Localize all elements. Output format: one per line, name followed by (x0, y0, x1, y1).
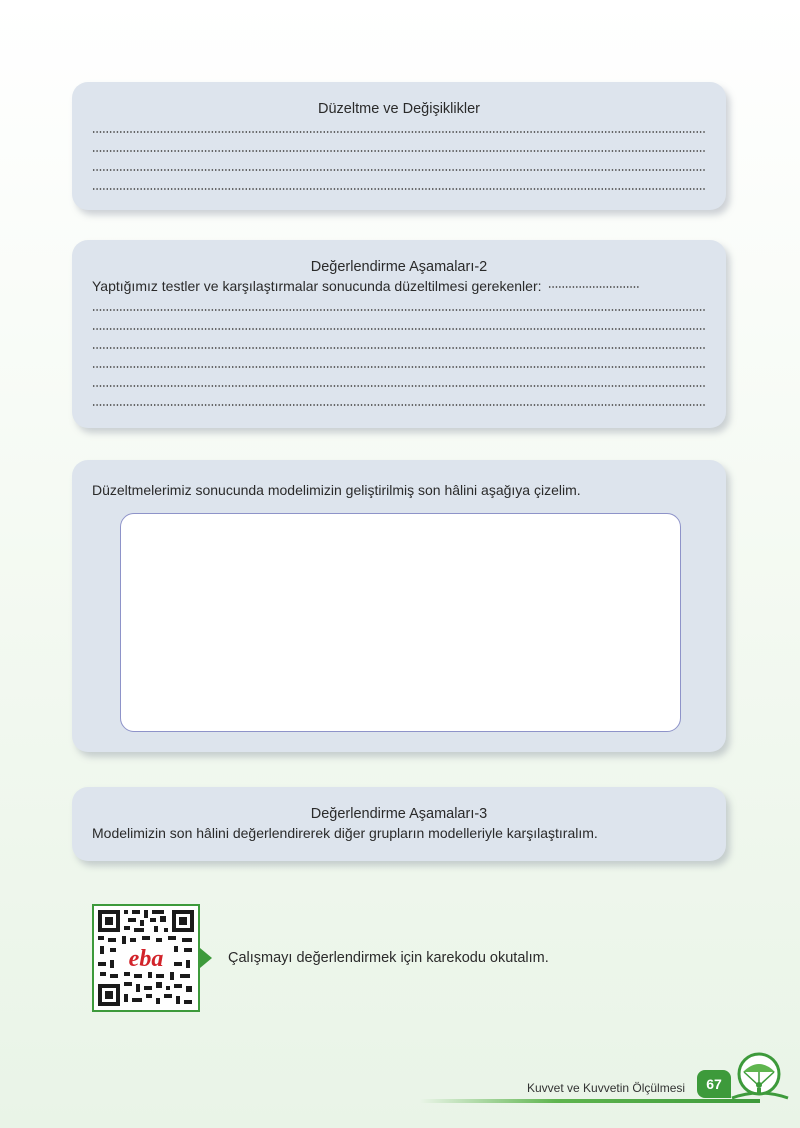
answer-line[interactable] (92, 391, 706, 410)
answer-line[interactable] (92, 334, 706, 353)
pointer-arrow-icon (200, 948, 212, 968)
evaluation-stage-3-title: Değerlendirme Aşamaları-3 (310, 806, 488, 822)
evaluation-stage-3-panel (72, 787, 726, 861)
evaluation-stage-3-text: Modelimizin son hâlini değerlendirerek diğer grupların modelleriyle karşılaştıralım. (92, 825, 598, 841)
answer-line-inline[interactable] (548, 286, 640, 288)
evaluation-stage-2-panel (72, 240, 726, 428)
qr-code-pattern (94, 906, 198, 1010)
footer-line (420, 1099, 760, 1103)
answer-line[interactable] (92, 315, 706, 334)
answer-line[interactable] (92, 372, 706, 391)
corrections-title: Düzeltme ve Değişiklikler (318, 101, 480, 117)
answer-line[interactable] (92, 353, 706, 372)
drawing-area[interactable] (120, 513, 681, 732)
final-model-panel (72, 460, 726, 752)
eba-logo-text: eba (128, 946, 164, 972)
answer-line[interactable] (92, 296, 706, 315)
qr-code-icon[interactable] (92, 904, 200, 1012)
answer-line[interactable] (92, 118, 706, 137)
footer-chapter-title: Kuvvet ve Kuvvetin Ölçülmesi (527, 1081, 686, 1095)
answer-line[interactable] (92, 156, 706, 175)
final-model-instruction: Düzeltmelerimiz sonucunda modelimizin geliştirilmiş son hâlini aşağıya çizelim. (92, 482, 581, 498)
evaluation-stage-2-prompt-row (92, 276, 706, 296)
answer-line[interactable] (92, 137, 706, 156)
qr-caption: Çalışmayı değerlendirmek için karekodu okutalım. (228, 950, 549, 966)
answer-line[interactable] (92, 175, 706, 194)
parachute-logo-icon (726, 1052, 792, 1102)
page-number: 67 (697, 1070, 731, 1098)
evaluation-stage-2-title: Değerlendirme Aşamaları-2 (310, 259, 488, 275)
evaluation-stage-2-prompt: Yaptığımız testler ve karşılaştırmalar sonucunda düzeltilmesi gerekenler: (92, 278, 542, 294)
corrections-panel (72, 82, 726, 210)
